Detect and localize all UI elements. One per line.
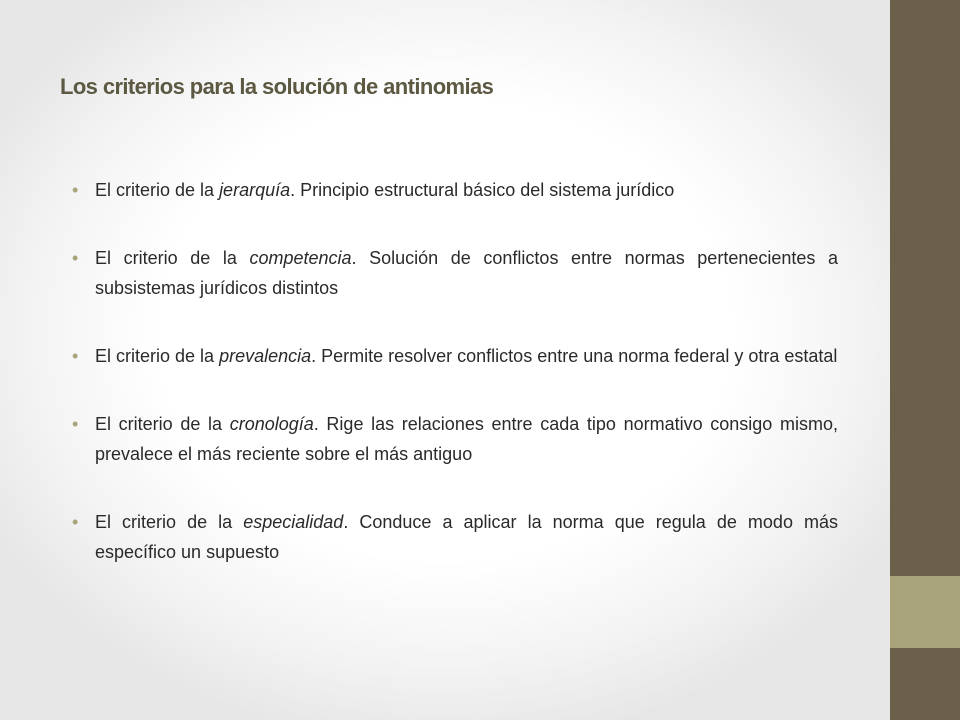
bullet-term: cronología — [229, 414, 314, 434]
bullet-icon: • — [72, 346, 79, 366]
bullet-prefix: El criterio de la — [95, 512, 244, 532]
bullet-text: . Principio estructural básico del sistema jurídico — [290, 180, 675, 200]
sidebar-dark-band — [890, 0, 960, 576]
bullet-prefix: El criterio de la — [95, 248, 250, 268]
bullet-term: especialidad — [243, 512, 344, 532]
bullet-item — [72, 341, 838, 371]
bullet-term: competencia — [249, 248, 352, 268]
sidebar-light-band — [890, 576, 960, 648]
slide-title: Los criterios para la solución de antinomias — [60, 74, 494, 99]
bullet-item — [72, 409, 838, 469]
bullet-list — [72, 175, 838, 605]
sidebar-dark-footer-band — [890, 648, 960, 720]
bullet-icon: • — [72, 180, 79, 200]
bullet-text: . Permite resolver conflictos entre una norma federal y otra estatal — [311, 346, 838, 366]
bullet-icon: • — [72, 414, 79, 434]
bullet-text: . Rige las relaciones entre cada tipo normativo consigo mismo, prevalece el más reciente sobre el más antiguo — [95, 414, 838, 464]
bullet-item — [72, 243, 838, 303]
bullet-prefix: El criterio de la — [95, 414, 230, 434]
bullet-icon: • — [72, 248, 79, 268]
bullet-term: prevalencia — [219, 346, 312, 366]
bullet-prefix: El criterio de la — [95, 180, 220, 200]
bullet-item — [72, 507, 838, 567]
bullet-text: . Conduce a aplicar la norma que regula de modo más específico un supuesto — [95, 512, 838, 562]
bullet-text: . Solución de conflictos entre normas pertenecientes a subsistemas jurídicos distintos — [95, 248, 838, 298]
bullet-item — [72, 175, 838, 205]
bullet-prefix: El criterio de la — [95, 346, 220, 366]
bullet-term: jerarquía — [219, 180, 291, 200]
bullet-icon: • — [72, 512, 79, 532]
